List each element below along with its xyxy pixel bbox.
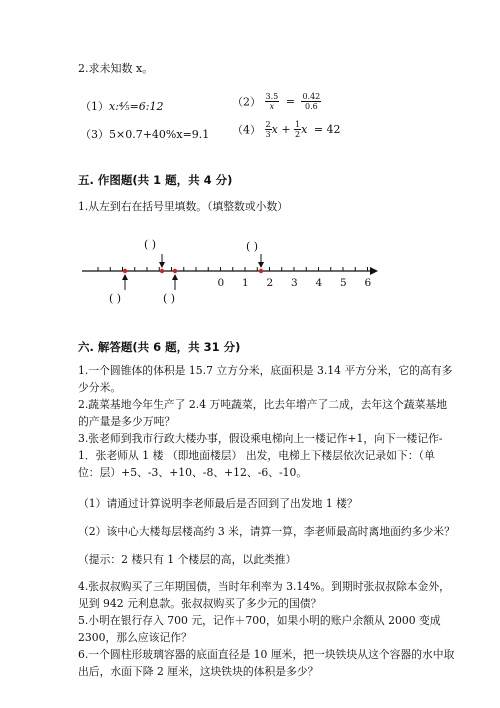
equation-1 xyxy=(80,98,163,114)
q4-line-2: 见到 942 元利息款。张叔叔购买了多少元的国债？ xyxy=(78,597,322,610)
equation-4-fraction-2-num: 1 xyxy=(295,120,301,129)
equation-4-plus: + xyxy=(281,123,291,136)
equation-2 xyxy=(232,92,321,111)
number-line-figure xyxy=(78,232,388,312)
q1-line-1: 1.一个圆锥体的体积是 15.7 立方分米，底面积是 3.14 平方分米，它的高有多 xyxy=(78,364,453,377)
point-b xyxy=(160,269,164,273)
q3-sub-question-1: （1）请通过计算说明李老师最后是否回到了出发地 1 楼？ xyxy=(78,497,358,510)
q6-line-2: 出后，水面下降 2 厘米，这块铁块的体积是多少？ xyxy=(78,665,319,678)
equation-4-fraction-2-den: 2 xyxy=(295,130,301,139)
tick-label: 4 xyxy=(315,277,323,289)
section-5-question-1: 1.从左到右在括号里填数。（填整数或小数） xyxy=(78,200,289,213)
q3-line-3: 位：层）+5、-3、+10、-8、+12、-6、-10。 xyxy=(78,466,308,479)
equation-2-right-numerator: 0.42 xyxy=(302,92,321,101)
q5-line-2: 2300，那么应该记作？ xyxy=(78,631,192,644)
section-6-question-3 xyxy=(78,430,443,481)
number-line-ticks xyxy=(98,267,368,271)
section-6-question-1 xyxy=(78,362,453,396)
tick-label: 3 xyxy=(291,277,298,289)
blank-paren-top-1[interactable]: ( ) xyxy=(144,238,157,251)
q3-sub-question-2: （2）该中心大楼每层楼高约 3 米，请算一算，李老师最高时离地面约多少米？ xyxy=(78,525,455,538)
equation-4-fraction-1 xyxy=(265,120,272,139)
point-d xyxy=(259,269,263,273)
q2-line-1: 2.蔬菜基地今年生产了 2.4 万吨蔬菜，比去年增产了二成，去年这个蔬菜基地 xyxy=(78,398,448,411)
point-a xyxy=(123,269,127,273)
q5-line-1: 5.小明在银行存入 700 元，记作＋700，如果小明的账户余额从 2000 变成 xyxy=(78,614,441,627)
tick-label: 0 xyxy=(217,277,225,289)
equation-2-left-fraction xyxy=(265,92,280,111)
arrow-up-a-head xyxy=(122,274,128,280)
q3-line-2: 1．张老师从 1 楼 （即地面楼层） 出发，电梯上下楼层依次记录如下：（单 xyxy=(78,449,435,462)
equation-2-equals: = xyxy=(285,95,295,108)
section-6-question-2 xyxy=(78,396,448,430)
equation-3-expr: 5×0.7+40%x=9.1 xyxy=(109,128,210,141)
equation-2-left-numerator: 3.5 xyxy=(265,92,279,101)
tick-label: 6 xyxy=(364,277,372,289)
q3-hint: （提示：2 楼只有 1 个楼层的高，以此类推） xyxy=(78,553,297,566)
equation-1-label: （1） xyxy=(80,100,109,113)
blank-paren-bottom-1[interactable]: ( ) xyxy=(109,292,122,305)
equation-1-expr: x:⁴⁄₅=6:12 xyxy=(109,100,164,113)
equation-4-x1: x xyxy=(271,123,278,136)
arrow-down-b-head xyxy=(159,262,165,268)
equation-4-rhs: = 42 xyxy=(313,123,341,136)
point-c xyxy=(173,269,177,273)
equation-2-right-fraction xyxy=(301,92,321,111)
section-6-question-5 xyxy=(78,612,441,646)
q2-line-2: 的产量是多少万吨？ xyxy=(78,415,176,428)
equation-4-label: （4） xyxy=(232,123,261,137)
section-5-heading: 五. 作图题(共 1 题，共 4 分) xyxy=(78,173,233,187)
tick-label: 2 xyxy=(266,277,274,289)
equation-4 xyxy=(232,120,341,139)
section-6-question-6 xyxy=(78,646,455,680)
equation-4-fraction-1-den: 3 xyxy=(265,130,271,139)
tick-label: 1 xyxy=(242,277,249,289)
equation-3 xyxy=(80,126,209,142)
blank-paren-bottom-2[interactable]: ( ) xyxy=(163,292,176,305)
question-2-title: 2.求未知数 x。 xyxy=(78,62,154,75)
number-line-svg xyxy=(78,232,388,312)
equation-2-right-denominator: 0.6 xyxy=(304,102,318,111)
arrow-up-c-head xyxy=(172,274,178,280)
blank-paren-top-2[interactable]: ( ) xyxy=(246,240,259,253)
q1-line-2: 少分米。 xyxy=(78,381,122,394)
equation-2-label: （2） xyxy=(232,95,261,109)
number-line-arrowhead xyxy=(370,267,378,275)
arrow-down-d-head xyxy=(258,262,264,268)
equation-3-label: （3） xyxy=(80,128,109,141)
equation-2-left-denominator: x xyxy=(269,102,275,111)
tick-label: 5 xyxy=(340,277,347,289)
q3-line-1: 3.张老师到我市行政大楼办事，假设乘电梯向上一楼记作+1，向下一楼记作- xyxy=(78,432,443,445)
equation-4-fraction-1-num: 2 xyxy=(265,120,271,129)
section-6-question-4 xyxy=(78,578,450,612)
q6-line-1: 6.一个圆柱形玻璃容器的底面直径是 10 厘米，把一块铁块从这个容器的水中取 xyxy=(78,648,455,661)
q4-line-1: 4.张叔叔购买了三年期国债，当时年利率为 3.14%。到期时张叔叔除本金外， xyxy=(78,580,450,593)
equation-4-x2: x xyxy=(301,123,308,136)
section-6-heading: 六. 解答题(共 6 题，共 31 分) xyxy=(78,340,241,354)
